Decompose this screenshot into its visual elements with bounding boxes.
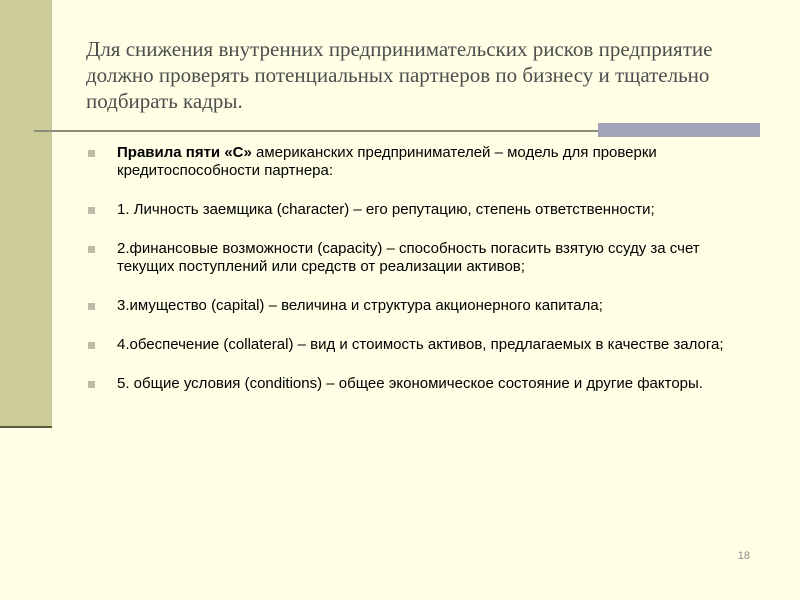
square-bullet-icon <box>88 150 95 157</box>
square-bullet-icon <box>88 381 95 388</box>
list-item-text: 2.финансовые возможности (capacity) – способность погасить взятую ссуду за счет текущих поступлений или средств от реализации активов; <box>117 240 700 275</box>
list-item <box>86 297 726 315</box>
title-divider-line <box>34 130 598 132</box>
content-list <box>86 144 726 414</box>
intro-text: американских предпринимателей – модель для проверки кредитоспособности партнера: <box>117 144 657 179</box>
list-item-text: 1. Личность заемщика (character) – его репутацию, степень ответственности; <box>117 201 655 218</box>
list-item <box>86 375 726 393</box>
side-decor-line <box>0 426 52 428</box>
list-item <box>86 336 726 354</box>
square-bullet-icon <box>88 342 95 349</box>
square-bullet-icon <box>88 303 95 310</box>
list-item-intro <box>86 144 726 180</box>
list-item-text: 4.обеспечение (collateral) – вид и стоимость активов, предлагаемых в качестве залога; <box>117 336 724 353</box>
list-item-text: 3.имущество (capital) – величина и структура акционерного капитала; <box>117 297 603 314</box>
list-item <box>86 201 726 219</box>
list-item <box>86 240 726 276</box>
slide-title: Для снижения внутренних предпринимательских рисков предприятие должно проверять потенциальных партнеров по бизнесу и тщательно подбирать кадры. <box>86 37 713 113</box>
title-divider-box <box>598 123 760 137</box>
intro-bold-text: Правила пяти «С» <box>117 144 252 161</box>
page-number: 18 <box>737 550 750 562</box>
square-bullet-icon <box>88 246 95 253</box>
side-decor-band <box>0 0 52 428</box>
square-bullet-icon <box>88 207 95 214</box>
list-item-text: 5. общие условия (conditions) – общее экономическое состояние и другие факторы. <box>117 375 703 392</box>
